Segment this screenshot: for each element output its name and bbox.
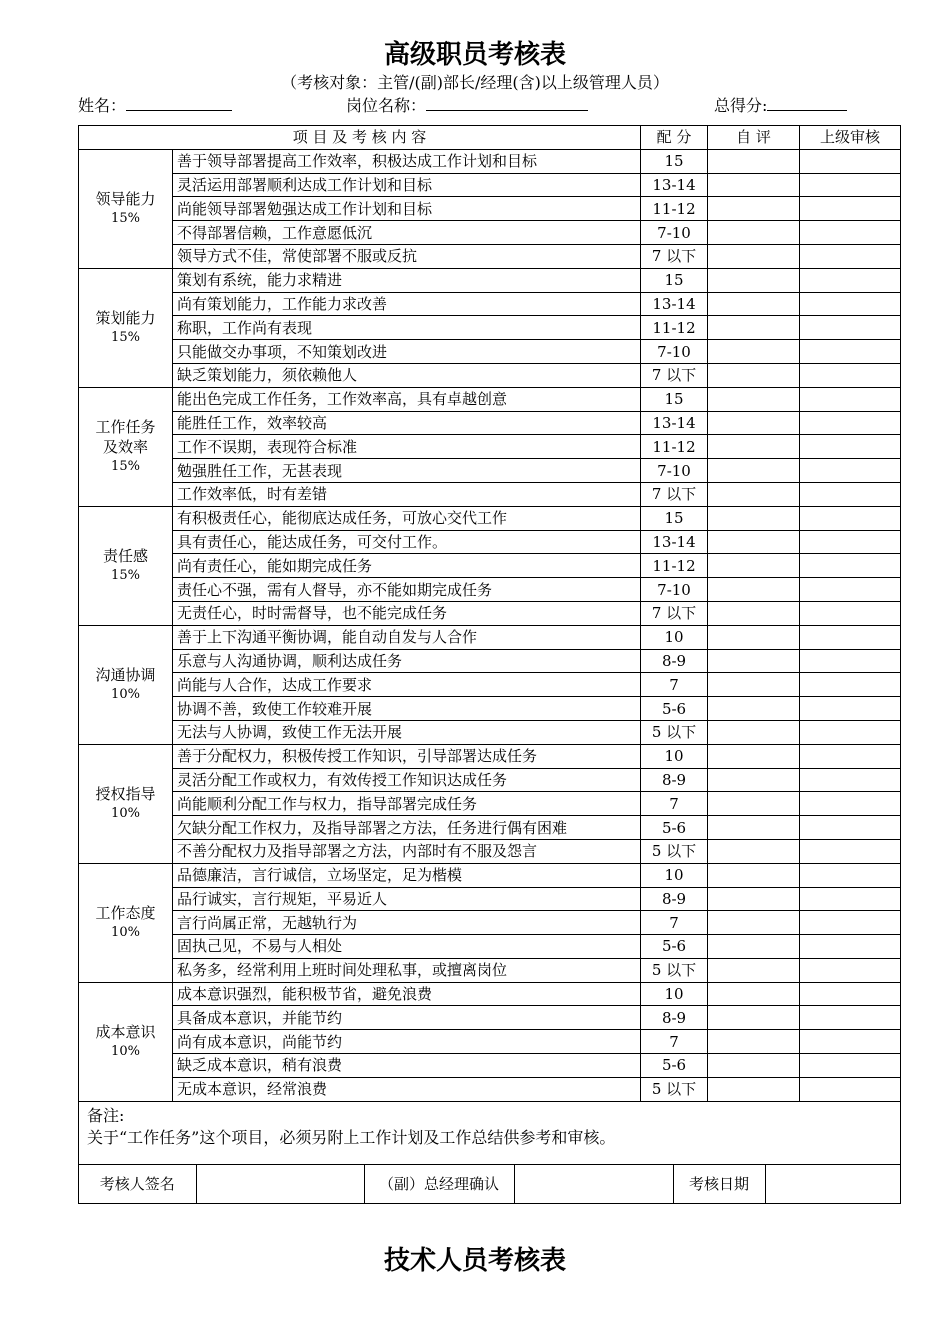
criterion-text: 领导方式不佳，常使部署不服或反抗 — [173, 244, 641, 268]
criterion-text: 乐意与人沟通协调，顺利达成任务 — [173, 649, 641, 673]
criterion-text: 尚能顺利分配工作与权力，指导部署完成任务 — [173, 792, 641, 816]
signature-container — [79, 1164, 901, 1203]
score-range: 7 以下 — [641, 601, 708, 625]
position-blank[interactable] — [426, 94, 588, 111]
score-range: 5-6 — [641, 1054, 708, 1078]
header-item: 项 目 及 考 核 内 容 — [79, 126, 641, 150]
table-row — [79, 649, 901, 673]
score-range: 7-10 — [641, 459, 708, 483]
superior-review-cell[interactable] — [800, 863, 901, 887]
category-percent: 10% — [111, 1043, 140, 1059]
self-eval-cell[interactable] — [708, 887, 800, 911]
self-eval-cell[interactable] — [708, 221, 800, 245]
assessor-label: 考核人签名 — [79, 1165, 196, 1203]
table-row — [79, 887, 901, 911]
category-name-line: 工作任务 — [95, 417, 156, 436]
self-eval-cell[interactable] — [708, 1030, 800, 1054]
category-cell — [79, 149, 173, 268]
self-eval-cell[interactable] — [708, 958, 800, 982]
criterion-text: 具有责任心，能达成任务，可交付工作。 — [173, 530, 641, 554]
table-row — [79, 363, 901, 387]
criterion-text: 只能做交办事项，不知策划改进 — [173, 340, 641, 364]
remarks-text: 关于“工作任务”这个项目，必须另附上工作计划及工作总结供参考和审核。 — [87, 1127, 616, 1147]
superior-review-cell[interactable] — [800, 1054, 901, 1078]
criterion-text: 善于领导部署提高工作效率，积极达成工作计划和目标 — [173, 149, 641, 173]
table-row — [79, 506, 901, 530]
criterion-text: 尚有策划能力，工作能力求改善 — [173, 292, 641, 316]
gm-confirm-field[interactable] — [514, 1165, 673, 1203]
table-row — [79, 792, 901, 816]
self-eval-cell[interactable] — [708, 292, 800, 316]
table-row — [79, 1077, 901, 1101]
superior-review-cell[interactable] — [800, 221, 901, 245]
table-row — [79, 720, 901, 744]
criterion-text: 缺乏策划能力，须依赖他人 — [173, 363, 641, 387]
score-range: 11-12 — [641, 197, 708, 221]
table-row — [79, 768, 901, 792]
score-range: 15 — [641, 387, 708, 411]
criterion-text: 尚有成本意识，尚能节约 — [173, 1030, 641, 1054]
category-percent: 15% — [111, 567, 140, 583]
superior-review-cell[interactable] — [800, 1006, 901, 1030]
score-range: 7 以下 — [641, 363, 708, 387]
superior-review-cell[interactable] — [800, 173, 901, 197]
superior-review-cell[interactable] — [800, 697, 901, 721]
superior-review-cell[interactable] — [800, 625, 901, 649]
category-cell — [79, 268, 173, 387]
category-name: 策划能力 — [95, 308, 156, 327]
criterion-text: 尚有责任心，能如期完成任务 — [173, 554, 641, 578]
superior-review-cell[interactable] — [800, 816, 901, 840]
self-eval-cell[interactable] — [708, 768, 800, 792]
score-range: 8-9 — [641, 887, 708, 911]
self-eval-cell[interactable] — [708, 720, 800, 744]
page-title: 高级职员考核表 — [383, 40, 566, 70]
table-row — [79, 292, 901, 316]
self-eval-cell[interactable] — [708, 1006, 800, 1030]
table-row — [79, 268, 901, 292]
criterion-text: 灵活分配工作或权力，有效传授工作知识达成任务 — [173, 768, 641, 792]
category-name: 领导能力 — [95, 189, 156, 208]
assessor-signature-field[interactable] — [196, 1165, 364, 1203]
criterion-text: 固执己见，不易与人相处 — [173, 935, 641, 959]
page-subtitle: （考核对象：主管/(副)部长/经理(含)以上级管理人员） — [281, 73, 669, 92]
table-row — [79, 387, 901, 411]
self-eval-cell[interactable] — [708, 1054, 800, 1078]
score-range: 10 — [641, 982, 708, 1006]
score-range: 10 — [641, 744, 708, 768]
score-range: 8-9 — [641, 649, 708, 673]
self-eval-cell[interactable] — [708, 173, 800, 197]
self-eval-cell[interactable] — [708, 268, 800, 292]
name-field[interactable] — [78, 93, 232, 116]
superior-review-cell[interactable] — [800, 982, 901, 1006]
total-label: 总得分: — [714, 96, 768, 115]
table-row — [79, 1054, 901, 1078]
remarks-row — [79, 1101, 901, 1164]
self-eval-cell[interactable] — [708, 506, 800, 530]
superior-review-cell[interactable] — [800, 792, 901, 816]
table-row — [79, 625, 901, 649]
table-row — [79, 982, 901, 1006]
criterion-text: 成本意识强烈，能积极节省，避免浪费 — [173, 982, 641, 1006]
superior-review-cell[interactable] — [800, 673, 901, 697]
criterion-text: 无责任心，时时需督导，也不能完成任务 — [173, 601, 641, 625]
superior-review-cell[interactable] — [800, 1077, 901, 1101]
criterion-text: 具备成本意识，并能节约 — [173, 1006, 641, 1030]
superior-review-cell[interactable] — [800, 554, 901, 578]
superior-review-cell[interactable] — [800, 1030, 901, 1054]
table-row — [79, 863, 901, 887]
criterion-text: 灵活运用部署顺利达成工作计划和目标 — [173, 173, 641, 197]
name-label: 姓名： — [78, 96, 127, 115]
table-row — [79, 1006, 901, 1030]
self-eval-cell[interactable] — [708, 601, 800, 625]
header-superior-review: 上级审核 — [800, 126, 901, 150]
score-range: 7-10 — [641, 340, 708, 364]
score-range: 11-12 — [641, 435, 708, 459]
criterion-text: 工作不误期，表现符合标准 — [173, 435, 641, 459]
table-row — [79, 554, 901, 578]
criterion-text: 欠缺分配工作权力，及指导部署之方法，任务进行偶有困难 — [173, 816, 641, 840]
self-eval-cell[interactable] — [708, 673, 800, 697]
self-eval-cell[interactable] — [708, 340, 800, 364]
superior-review-cell[interactable] — [800, 459, 901, 483]
superior-review-cell[interactable] — [800, 530, 901, 554]
table-row — [79, 197, 901, 221]
self-eval-cell[interactable] — [708, 863, 800, 887]
self-eval-cell[interactable] — [708, 982, 800, 1006]
criterion-text: 策划有系统，能力求精进 — [173, 268, 641, 292]
table-row — [79, 316, 901, 340]
self-eval-cell[interactable] — [708, 625, 800, 649]
superior-review-cell[interactable] — [800, 744, 901, 768]
criterion-text: 有积极责任心，能彻底达成任务，可放心交代工作 — [173, 506, 641, 530]
superior-review-cell[interactable] — [800, 316, 901, 340]
score-range: 7 — [641, 1030, 708, 1054]
score-range: 7 — [641, 673, 708, 697]
table-row — [79, 244, 901, 268]
score-range: 8-9 — [641, 1006, 708, 1030]
table-row — [79, 459, 901, 483]
table-row — [79, 601, 901, 625]
category-name: 成本意识 — [95, 1022, 156, 1041]
table-row — [79, 411, 901, 435]
superior-review-cell[interactable] — [800, 887, 901, 911]
category-cell — [79, 982, 173, 1101]
table-row — [79, 530, 901, 554]
criterion-text: 勉强胜任工作，无甚表现 — [173, 459, 641, 483]
header-self-eval: 自 评 — [708, 126, 800, 150]
criterion-text: 尚能与人合作，达成工作要求 — [173, 673, 641, 697]
table-row — [79, 935, 901, 959]
score-range: 15 — [641, 149, 708, 173]
criterion-text: 称职，工作尚有表现 — [173, 316, 641, 340]
self-eval-cell[interactable] — [708, 197, 800, 221]
table-row — [79, 340, 901, 364]
self-eval-cell[interactable] — [708, 435, 800, 459]
self-eval-cell[interactable] — [708, 363, 800, 387]
score-range: 15 — [641, 268, 708, 292]
category-name: 责任感 — [102, 546, 148, 565]
superior-review-cell[interactable] — [800, 649, 901, 673]
score-range: 5 以下 — [641, 958, 708, 982]
self-eval-cell[interactable] — [708, 316, 800, 340]
superior-review-cell[interactable] — [800, 768, 901, 792]
header-score: 配 分 — [641, 126, 708, 150]
total-field[interactable] — [714, 93, 847, 116]
criterion-text: 责任心不强，需有人督导，亦不能如期完成任务 — [173, 578, 641, 602]
name-blank[interactable] — [126, 94, 232, 111]
score-range: 13-14 — [641, 292, 708, 316]
superior-review-cell[interactable] — [800, 958, 901, 982]
superior-review-cell[interactable] — [800, 387, 901, 411]
table-row — [79, 911, 901, 935]
criterion-text: 善于上下沟通平衡协调，能自动自发与人合作 — [173, 625, 641, 649]
remarks-label: 备注: — [87, 1105, 125, 1125]
criterion-text: 无成本意识，经常浪费 — [173, 1077, 641, 1101]
score-range: 5 以下 — [641, 1077, 708, 1101]
superior-review-cell[interactable] — [800, 340, 901, 364]
table-row — [79, 578, 901, 602]
table-row — [79, 816, 901, 840]
criterion-text: 尚能领导部署勉强达成工作计划和目标 — [173, 197, 641, 221]
superior-review-cell[interactable] — [800, 720, 901, 744]
score-range: 5-6 — [641, 816, 708, 840]
self-eval-cell[interactable] — [708, 911, 800, 935]
superior-review-cell[interactable] — [800, 601, 901, 625]
score-range: 7-10 — [641, 221, 708, 245]
score-range: 5 以下 — [641, 720, 708, 744]
table-row — [79, 1030, 901, 1054]
self-eval-cell[interactable] — [708, 935, 800, 959]
superior-review-cell[interactable] — [800, 435, 901, 459]
total-blank[interactable] — [767, 94, 847, 111]
superior-review-cell[interactable] — [800, 197, 901, 221]
table-row — [79, 435, 901, 459]
table-row — [79, 173, 901, 197]
category-cell — [79, 387, 173, 506]
superior-review-cell[interactable] — [800, 244, 901, 268]
superior-review-cell[interactable] — [800, 506, 901, 530]
score-range: 15 — [641, 506, 708, 530]
category-cell — [79, 744, 173, 863]
category-name — [83, 417, 168, 457]
table-row — [79, 697, 901, 721]
self-eval-cell[interactable] — [708, 387, 800, 411]
score-range: 13-14 — [641, 173, 708, 197]
category-name-line: 及效率 — [102, 437, 148, 456]
score-range: 7 — [641, 911, 708, 935]
superior-review-cell[interactable] — [800, 363, 901, 387]
criterion-text: 私务多，经常利用上班时间处理私事，或擅离岗位 — [173, 958, 641, 982]
position-field[interactable] — [346, 93, 588, 116]
superior-review-cell[interactable] — [800, 149, 901, 173]
score-range: 7 以下 — [641, 482, 708, 506]
self-eval-cell[interactable] — [708, 554, 800, 578]
score-range: 11-12 — [641, 554, 708, 578]
score-range: 7 以下 — [641, 244, 708, 268]
self-eval-cell[interactable] — [708, 649, 800, 673]
self-eval-cell[interactable] — [708, 792, 800, 816]
category-percent: 15% — [111, 210, 140, 226]
criterion-text: 缺乏成本意识，稍有浪费 — [173, 1054, 641, 1078]
criterion-text: 能出色完成工作任务，工作效率高，具有卓越创意 — [173, 387, 641, 411]
signature-table — [79, 1165, 901, 1203]
score-range: 5-6 — [641, 935, 708, 959]
score-range: 5-6 — [641, 697, 708, 721]
score-range: 7-10 — [641, 578, 708, 602]
criterion-text: 不善分配权力及指导部署之方法，内部时有不服及怨言 — [173, 839, 641, 863]
category-percent: 10% — [111, 805, 140, 821]
self-eval-cell[interactable] — [708, 744, 800, 768]
score-range: 10 — [641, 625, 708, 649]
criterion-text: 品德廉洁，言行诚信，立场坚定，足为楷模 — [173, 863, 641, 887]
category-percent: 15% — [111, 329, 140, 345]
category-percent: 10% — [111, 924, 140, 940]
superior-review-cell[interactable] — [800, 292, 901, 316]
category-cell — [79, 863, 173, 982]
criterion-text: 不得部署信赖，工作意愿低沉 — [173, 221, 641, 245]
self-eval-cell[interactable] — [708, 578, 800, 602]
category-name: 授权指导 — [95, 784, 156, 803]
criterion-text: 协调不善，致使工作较难开展 — [173, 697, 641, 721]
criterion-text: 工作效率低，时有差错 — [173, 482, 641, 506]
self-eval-cell[interactable] — [708, 482, 800, 506]
date-label: 考核日期 — [673, 1165, 765, 1203]
superior-review-cell[interactable] — [800, 411, 901, 435]
criterion-text: 能胜任工作，效率较高 — [173, 411, 641, 435]
table-row — [79, 673, 901, 697]
table-row — [79, 839, 901, 863]
self-eval-cell[interactable] — [708, 530, 800, 554]
superior-review-cell[interactable] — [800, 578, 901, 602]
self-eval-cell[interactable] — [708, 459, 800, 483]
category-cell — [79, 625, 173, 744]
score-range: 13-14 — [641, 411, 708, 435]
score-range: 13-14 — [641, 530, 708, 554]
signature-row — [79, 1164, 901, 1203]
self-eval-cell[interactable] — [708, 697, 800, 721]
criterion-text: 言行尚属正常，无越轨行为 — [173, 911, 641, 935]
table-row — [79, 482, 901, 506]
superior-review-cell[interactable] — [800, 935, 901, 959]
self-eval-cell[interactable] — [708, 1077, 800, 1101]
remarks-cell — [79, 1101, 901, 1164]
position-label: 岗位名称： — [346, 96, 427, 115]
criterion-text: 品行诚实，言行规矩，平易近人 — [173, 887, 641, 911]
table-row — [79, 744, 901, 768]
superior-review-cell[interactable] — [800, 839, 901, 863]
self-eval-cell[interactable] — [708, 839, 800, 863]
table-row — [79, 958, 901, 982]
table-header-row — [79, 126, 901, 150]
score-range: 8-9 — [641, 768, 708, 792]
self-eval-cell[interactable] — [708, 149, 800, 173]
score-range: 11-12 — [641, 316, 708, 340]
next-section-title: 技术人员考核表 — [383, 1246, 566, 1276]
table-row — [79, 149, 901, 173]
criterion-text: 无法与人协调，致使工作无法开展 — [173, 720, 641, 744]
superior-review-cell[interactable] — [800, 482, 901, 506]
table-row — [79, 221, 901, 245]
category-percent: 10% — [111, 686, 140, 702]
score-range: 5 以下 — [641, 839, 708, 863]
self-eval-cell[interactable] — [708, 816, 800, 840]
self-eval-cell[interactable] — [708, 244, 800, 268]
date-field[interactable] — [765, 1165, 901, 1203]
category-name: 沟通协调 — [95, 665, 156, 684]
category-percent: 15% — [111, 458, 140, 474]
score-range: 10 — [641, 863, 708, 887]
criterion-text: 善于分配权力，积极传授工作知识，引导部署达成任务 — [173, 744, 641, 768]
category-cell — [79, 506, 173, 625]
assessment-table — [78, 125, 901, 1204]
self-eval-cell[interactable] — [708, 411, 800, 435]
score-range: 7 — [641, 792, 708, 816]
superior-review-cell[interactable] — [800, 911, 901, 935]
category-name: 工作态度 — [95, 903, 156, 922]
superior-review-cell[interactable] — [800, 268, 901, 292]
gm-confirm-label: （副）总经理确认 — [364, 1165, 514, 1203]
